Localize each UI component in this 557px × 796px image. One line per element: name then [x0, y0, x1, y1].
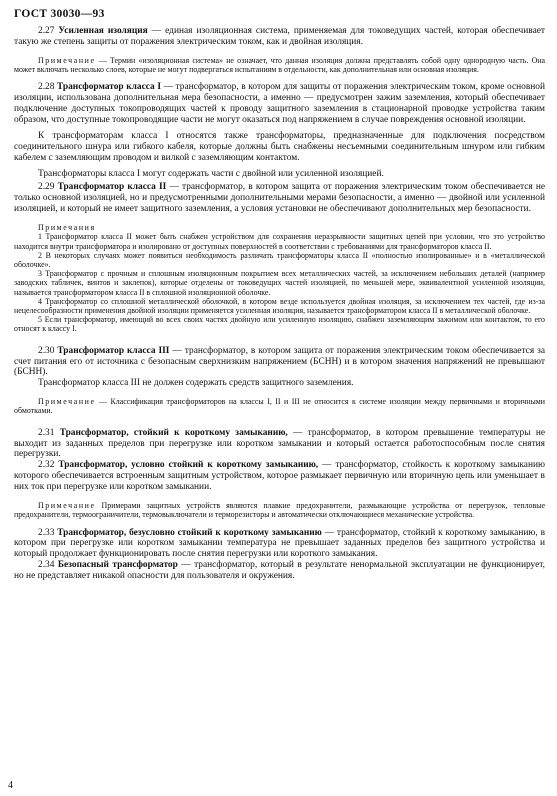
clause-text: — трансформатор, в котором защита от поражения электрическим током обеспечивается не только основной изоляцией, но и предусмотренными дополнительными мерами безопасности, а именно — двойной или усиленной изоляцией, и который не имеет защитного заземления, а условия установки не обеспечивают дополнительных мер безопасности. — [14, 182, 545, 215]
clause-number: 2.27 — [38, 26, 59, 36]
clause-text: — трансформатор, в котором защита от поражения электрическим током обеспечивается за счет питания его от источника с безопасным сверхнизким напряжением (БСНН) и в котором значения напряжений не превышают (БСНН). — [14, 345, 545, 378]
note-label: Примечание — [38, 501, 96, 511]
clause-term: Трансформатор, безусловно стойкий к короткому замыканию — [57, 527, 322, 538]
clause-2-31 — [14, 428, 545, 461]
note-label: Примечание — [38, 397, 96, 407]
note-2-30 — [14, 397, 545, 415]
clause-number: 2.30 — [38, 345, 58, 356]
clause-number: 2.33 — [38, 527, 58, 538]
clause-2-33 — [14, 528, 545, 561]
clause-2-30 — [14, 346, 545, 379]
clause-text: — трансформатор, стойкость к короткому замыканию которого обеспечивается встроенным защитным устройством, которое размыкает первичную или вторичную цепь или уменьшает в них ток при перегрузке или коротком замыкании. — [14, 460, 545, 493]
clause-term: Безопасный трансформатор — [57, 560, 178, 571]
page-number: 4 — [8, 780, 13, 791]
clause-2-34 — [14, 560, 545, 582]
note-2-27 — [14, 56, 545, 74]
clause-term: Трансформатор класса II — [57, 182, 167, 193]
clause-number: 2.34 — [38, 560, 58, 571]
paragraph-2-30-b: Трансформатор класса III не должен содержать средств защитного заземления. — [38, 378, 354, 389]
clause-term: Трансформатор, условно стойкий к короткому замыканию, — [58, 460, 319, 471]
clause-term: Трансформатор класса I — [57, 82, 161, 93]
clause-number: 2.28 — [38, 82, 58, 93]
clause-2-27 — [14, 26, 545, 48]
note-text: — Термин «изоляционная система» не означает, что данная изоляция должна представлять собой одну однородную часть. Она может включать несколько слоев, которые не могут подвергаться испытаниям в отдельности, как дополнительная или основная изоляция. — [14, 55, 545, 75]
clause-2-32 — [14, 460, 545, 493]
clause-text: — трансформатор, который в результате ненормальной эксплуатации не функционирует, но не представляет никакой опасности для пользователя и окружения. — [14, 560, 545, 582]
notes-title: Примечания — [38, 223, 96, 233]
clause-term: Трансформатор класса III — [57, 345, 170, 356]
note-label: Примечание — [38, 55, 96, 65]
paragraph-2-28-c: Трансформаторы класса I могут содержать части с двойной или усиленной изоляцией. — [38, 168, 384, 179]
note-2-32 — [14, 501, 545, 519]
note-item-3: 3 Трансформатор с прочным и сплошным изоляционным покрытием всех металлических частей, за исключением небольших деталей (например заводских табличек, винтов и заклепок), которые отделены от токоведущих частей изоляцией, по меньшей мере, эквивалентной усиленной изоляции, называется трансформатором класса II в сплошной изоляционной оболочке. — [14, 269, 545, 297]
clause-term: Усиленная изоляция — [58, 26, 148, 36]
note-item-2: 2 В некоторых случаях может появиться необходимость различать трансформаторы класса II «полностью изолированные» и в «металлической оболочке». — [14, 250, 545, 269]
clause-number: 2.29 — [38, 182, 58, 193]
clause-number: 2.32 — [38, 460, 59, 471]
paragraph-2-28-b: К трансформаторам класса I относятся также трансформаторы, предназначенные для подключения посредством соединительного шнура или гибкого кабеля, которые должны быть снабжены несъемными соединительным шнуром или гибким кабелем с заземляющим проводом и вилкой с заземляющим контактом. — [14, 130, 545, 163]
note-item-4: 4 Трансформатор со сплошной металлической оболочкой, в котором везде используется двойная изоляция, за исключением тех частей, где из-за нецелесообразности применения двойной изоляции применяется усиленная изоляция, называется трансформатором класса II в металлической оболочке. — [14, 296, 545, 316]
clause-text: — единая изоляционная система, применяемая для токоведущих частей, которая обеспечивает такую же степень защиты от поражения электрическим током, как и двойная изоляция. — [14, 26, 545, 47]
note-item-5: 5 Если трансформатор, имеющий во всех своих частях двойную или усиленную изоляцию, снабжен заземляющим зажимом или контактом, то его относят к классу I. — [14, 315, 545, 334]
clause-number: 2.31 — [38, 427, 60, 438]
page-header: ГОСТ 30030—93 — [14, 8, 105, 20]
clause-text: — трансформатор, в котором превышение температуры не выходит из заданных пределов при перегрузке или коротком замыкании и который остается работоспособным после снятия перегрузки. — [14, 427, 545, 460]
clause-text: — трансформатор, стойкий к короткому замыканию, в котором при перегрузке или коротком замыкании температура не превышает заданных пределов без защитного устройства и который продолжает функционировать после снятия перегрузки или короткого замыкания. — [14, 527, 545, 560]
note-text: Примерами защитных устройств являются плавкие предохранители, размыкающие устройства от перегрузок, тепловые предохранители, термоограничители, термовыключатели и терморезисторы и автоматически отключающиеся механические устройства. — [14, 501, 545, 520]
clause-text: — трансформатор, в котором для защиты от поражения электрическим током, кроме основной изоляции, использована дополнительная мера безопасности, а именно — предусмотрен зажим заземления, который обеспечивает подключение доступных токопроводящих частей к проводу защитного заземления в стационарной проводке устройства таким образом, что доступные токопроводящие части не могут оказаться под напряжением в случае повреждения основной изоляции. — [14, 82, 545, 125]
clause-2-29 — [14, 182, 545, 215]
clause-2-28 — [14, 82, 545, 126]
clause-term: Трансформатор, стойкий к короткому замыканию, — [59, 427, 288, 438]
note-item-1: 1 Трансформатор класса II может быть снабжен устройством для сохранения неразрывности защитных цепей при условии, что это устройство находится внутри трансформатора и изолировано от доступных поверхностей в соответствии с требованиями для трансформаторов класса II. — [14, 232, 545, 251]
document-page — [14, 8, 545, 582]
note-text: — Классификация трансформаторов на классы I, II и III не относится к системе изоляции между первичными и вторичными обмотками. — [14, 397, 545, 416]
